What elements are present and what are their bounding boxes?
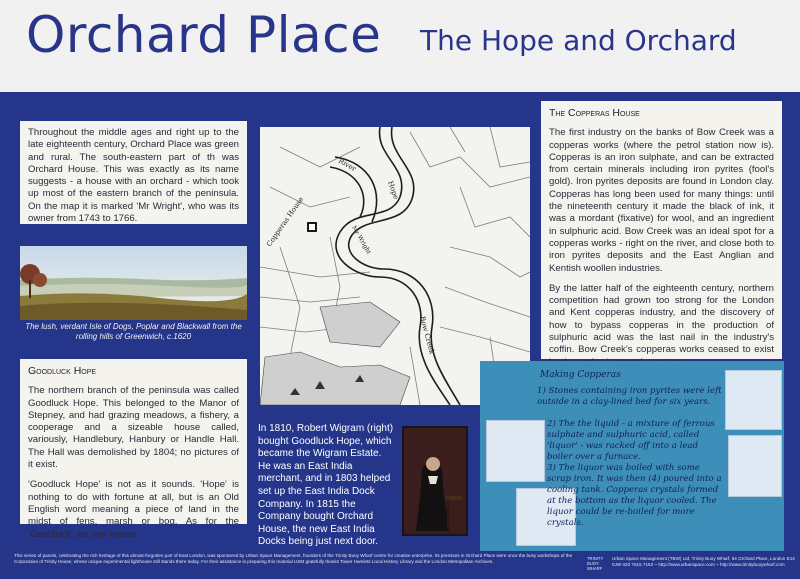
painting-caption: The lush, verdant Isle of Dogs, Poplar and Blackwall from the rolling hills of Greenwich, c.1620 <box>25 322 242 341</box>
copperas-heading: The Copperas House <box>549 107 640 119</box>
intro-panel <box>20 121 247 224</box>
copperas-house-marker <box>308 223 316 231</box>
footer-credits: This series of panels, celebrating the rich heritage of this almost-forgotten part of East London, was sponsored by Urban Space Management, founders of the Trinity Buoy Wharf centre for creative enterprise. Its premises in Orchard Place were once the busy workshops of the Corporation of Trinity House, whose unique experimental lighthouse still stands there today. For their assistance in preparing this material USM gratefully thanks Tower Hamlets Local History Library and the London Metropolitan Archives. <box>14 553 573 564</box>
sketch-right <box>728 435 782 497</box>
sketch-top-right <box>725 370 782 430</box>
greenwich-painting <box>20 246 247 320</box>
copperas-para-2: By the latter half of the eighteenth century, northern competition had grown too strong for the London and Kent copperas industry, and the discovery of how to bypass copperas in the production of sulphuric acid was the last nail in the industry's coffin. Bow Creek's copperas works ceased to exist <box>549 282 774 356</box>
map-label-wright: Mr Wright <box>350 224 373 256</box>
copperas-panel <box>541 101 782 359</box>
wigram-text: In 1810, Robert Wigram (right) bought Goodluck Hope, which became the Wigram Estate. He was an East India merchant, and in 1803 helped set up the East India Dock Company. In 1815 the Company bought Orchard House, the new East India Docks being just next door. <box>258 423 394 548</box>
page-title: Orchard Place <box>26 6 382 64</box>
map-label-copperas: Copperas House <box>265 195 306 249</box>
footer-contact: Urban Space Management (TBW) Ltd, Trinity Buoy Wharf, 64 Orchard Place, London E14 0JW 020 7515 7153 ~ http://www.urbanspace.com ~ http://www.trinitybuoywharf.com <box>612 556 795 567</box>
robert-wigram-portrait <box>402 426 468 536</box>
goodluck-panel <box>20 359 247 540</box>
goodluck-heading: Goodluck Hope <box>28 365 97 377</box>
map-label-river: River <box>337 156 358 174</box>
map-label-hope: Hope <box>386 179 401 201</box>
making-title: Making Copperas <box>540 370 621 380</box>
map-label-bow-creek: Bow Creek <box>418 315 436 356</box>
page-subtitle: The Hope and Orchard <box>420 24 737 57</box>
making-step-2: 2) The the liquid - a mixture of ferrous sulphate and sulphuric acid, called 'liquor' - was racked off into a lead boiler over a furnace. <box>547 419 715 462</box>
trinity-buoy-wharf-logo: TRINITY BUOY WHARF <box>587 556 604 571</box>
goodluck-para-1: The northern branch of the peninsula was called Goodluck Hope. This belonged to the Manor of Stepney, and had grazing meadows, a fishery, a cooperage and a sizeable house called, variously, Handlebury, Hanbury or Handle Hall. The Hall was demolished by 1804; no pictures of it exist. <box>28 385 239 471</box>
goodluck-para-2: 'Goodluck Hope' is not as it sounds. 'Hope' is nothing to do with fortune at all, but is an Old English word meaning a piece of land in the midst of fens, marsh or bog. As for the 'Goodluck', no one knows. <box>28 479 239 540</box>
copperas-para-1: The first industry on the banks of Bow Creek was a copperas works (where the petrol station now is). Copperas is an iron sulphate, and can be extracted from certain minerals including iron pyrites (fool's gold). Iron pyrites deposits are found in London clay. Copperas has long been used for many things: until the nineteenth century it made the black of ink, it was a mordant (fixative) for wool, and an ingredient in sulphuric acid. Bow Creek was an ideal spot for a copperas works - right on the river, and close both to iron pyrites deposits and the East Anglian and Kentish woollen industries. <box>549 127 774 274</box>
sketch-left <box>486 420 545 482</box>
making-step-1: 1) Stones containing iron pyrites were left outside in a clay-lined bed for six years. <box>537 386 722 407</box>
making-step-3: 3) The liquor was boiled with some scrap iron. It was then (4) poured into a cooling tank. Copperas crystals formed at the bottom as the liquor cooled. The liquor could be re-boiled for more crystals. <box>547 463 722 528</box>
header-band <box>0 0 800 92</box>
intro-text: Throughout the middle ages and right up to the late eighteenth century, Orchard Place was green and rural. The south-eastern part of th was Orchard House. This was exactly as its name suggests - a house with an orchard - which took up most of the eastern branch of the peninsula. On the map it is marked 'Mr Wright', who was its owner from 1743 to 1766. <box>28 127 239 225</box>
